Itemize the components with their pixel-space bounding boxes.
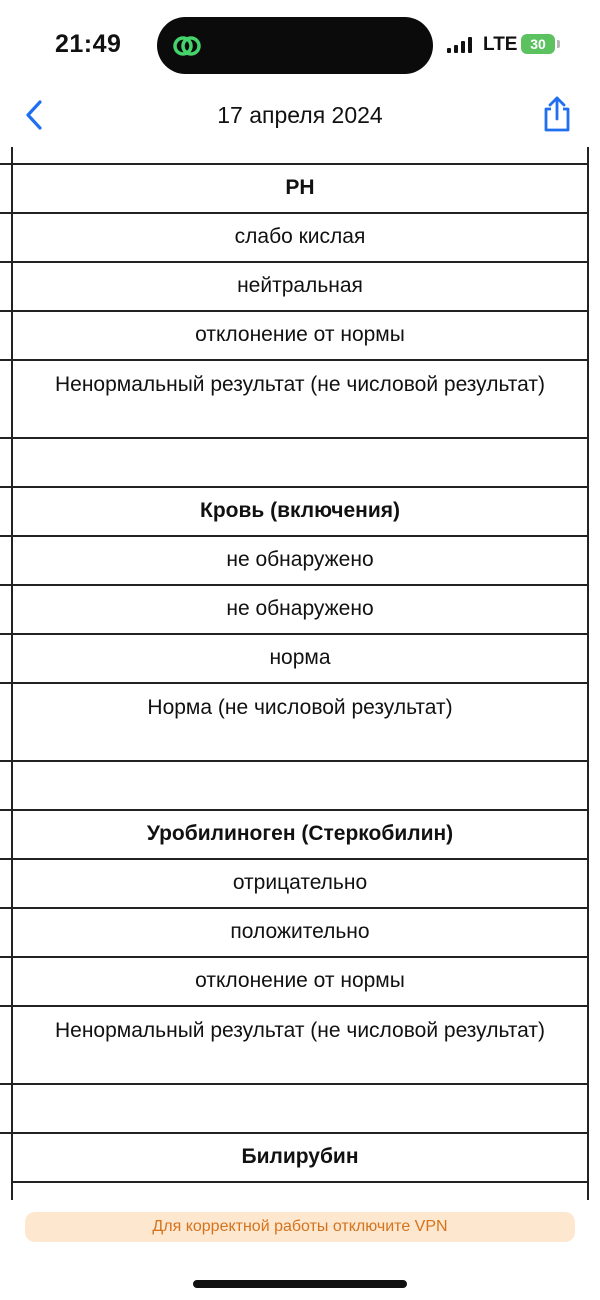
- row-divider: [0, 1132, 12, 1134]
- row-divider: [0, 809, 12, 811]
- status-time: 21:49: [55, 30, 122, 58]
- results-table: [0, 147, 600, 1200]
- table-section-header: Кровь (включения): [12, 486, 588, 535]
- page-title: 17 апреля 2024: [217, 102, 383, 128]
- table-row: [12, 1083, 588, 1132]
- cellular-signal-icon: [447, 37, 475, 53]
- row-divider: [0, 633, 12, 635]
- row-divider: [0, 212, 12, 214]
- vpn-warning-banner: Для корректной работы отключите VPN: [25, 1212, 575, 1242]
- network-type: LTE: [483, 34, 518, 55]
- battery-icon: 30: [521, 34, 555, 54]
- row-divider: [0, 682, 12, 684]
- battery-tip: [557, 40, 560, 48]
- row-divider: [0, 858, 12, 860]
- table-row: отклонение от нормы: [12, 310, 588, 359]
- row-divider: [0, 584, 12, 586]
- table-row: отклонение от нормы: [12, 956, 588, 1005]
- row-divider: [0, 163, 12, 165]
- table-row: не обнаружено: [12, 535, 588, 584]
- table-section-header: Билирубин: [12, 1132, 588, 1181]
- row-divider: [0, 437, 12, 439]
- table-row: Ненормальный результат (не числовой результат): [12, 1005, 588, 1083]
- table-row: слабо кислая: [12, 212, 588, 261]
- table-row: Ненормальный результат (не числовой результат): [12, 359, 588, 437]
- row-divider: [0, 310, 12, 312]
- row-divider: [0, 535, 12, 537]
- table-row: отрицательно: [12, 858, 588, 907]
- row-divider: [0, 359, 12, 361]
- navigation-bar: [0, 90, 600, 145]
- table-row: положительно: [12, 907, 588, 956]
- table-section-header: Уробилиноген (Стеркобилин): [12, 809, 588, 858]
- table-row: нейтральная: [12, 261, 588, 310]
- share-icon[interactable]: [540, 95, 574, 133]
- home-indicator[interactable]: [193, 1280, 407, 1288]
- table-row: [12, 1181, 588, 1200]
- table-section-header: РН: [12, 163, 588, 212]
- table-row: Норма (не числовой результат): [12, 682, 588, 760]
- row-divider: [0, 261, 12, 263]
- table-row: [12, 760, 588, 809]
- row-divider: [0, 907, 12, 909]
- row-divider: [0, 486, 12, 488]
- app-activity-icon: [169, 28, 205, 64]
- status-bar: [0, 0, 600, 90]
- table-row: [12, 437, 588, 486]
- row-divider: [0, 760, 12, 762]
- table-row: не обнаружено: [12, 584, 588, 633]
- dynamic-island: [157, 17, 433, 74]
- row-divider: [0, 1005, 12, 1007]
- row-divider: [0, 956, 12, 958]
- table-row: норма: [12, 633, 588, 682]
- row-divider: [0, 1083, 12, 1085]
